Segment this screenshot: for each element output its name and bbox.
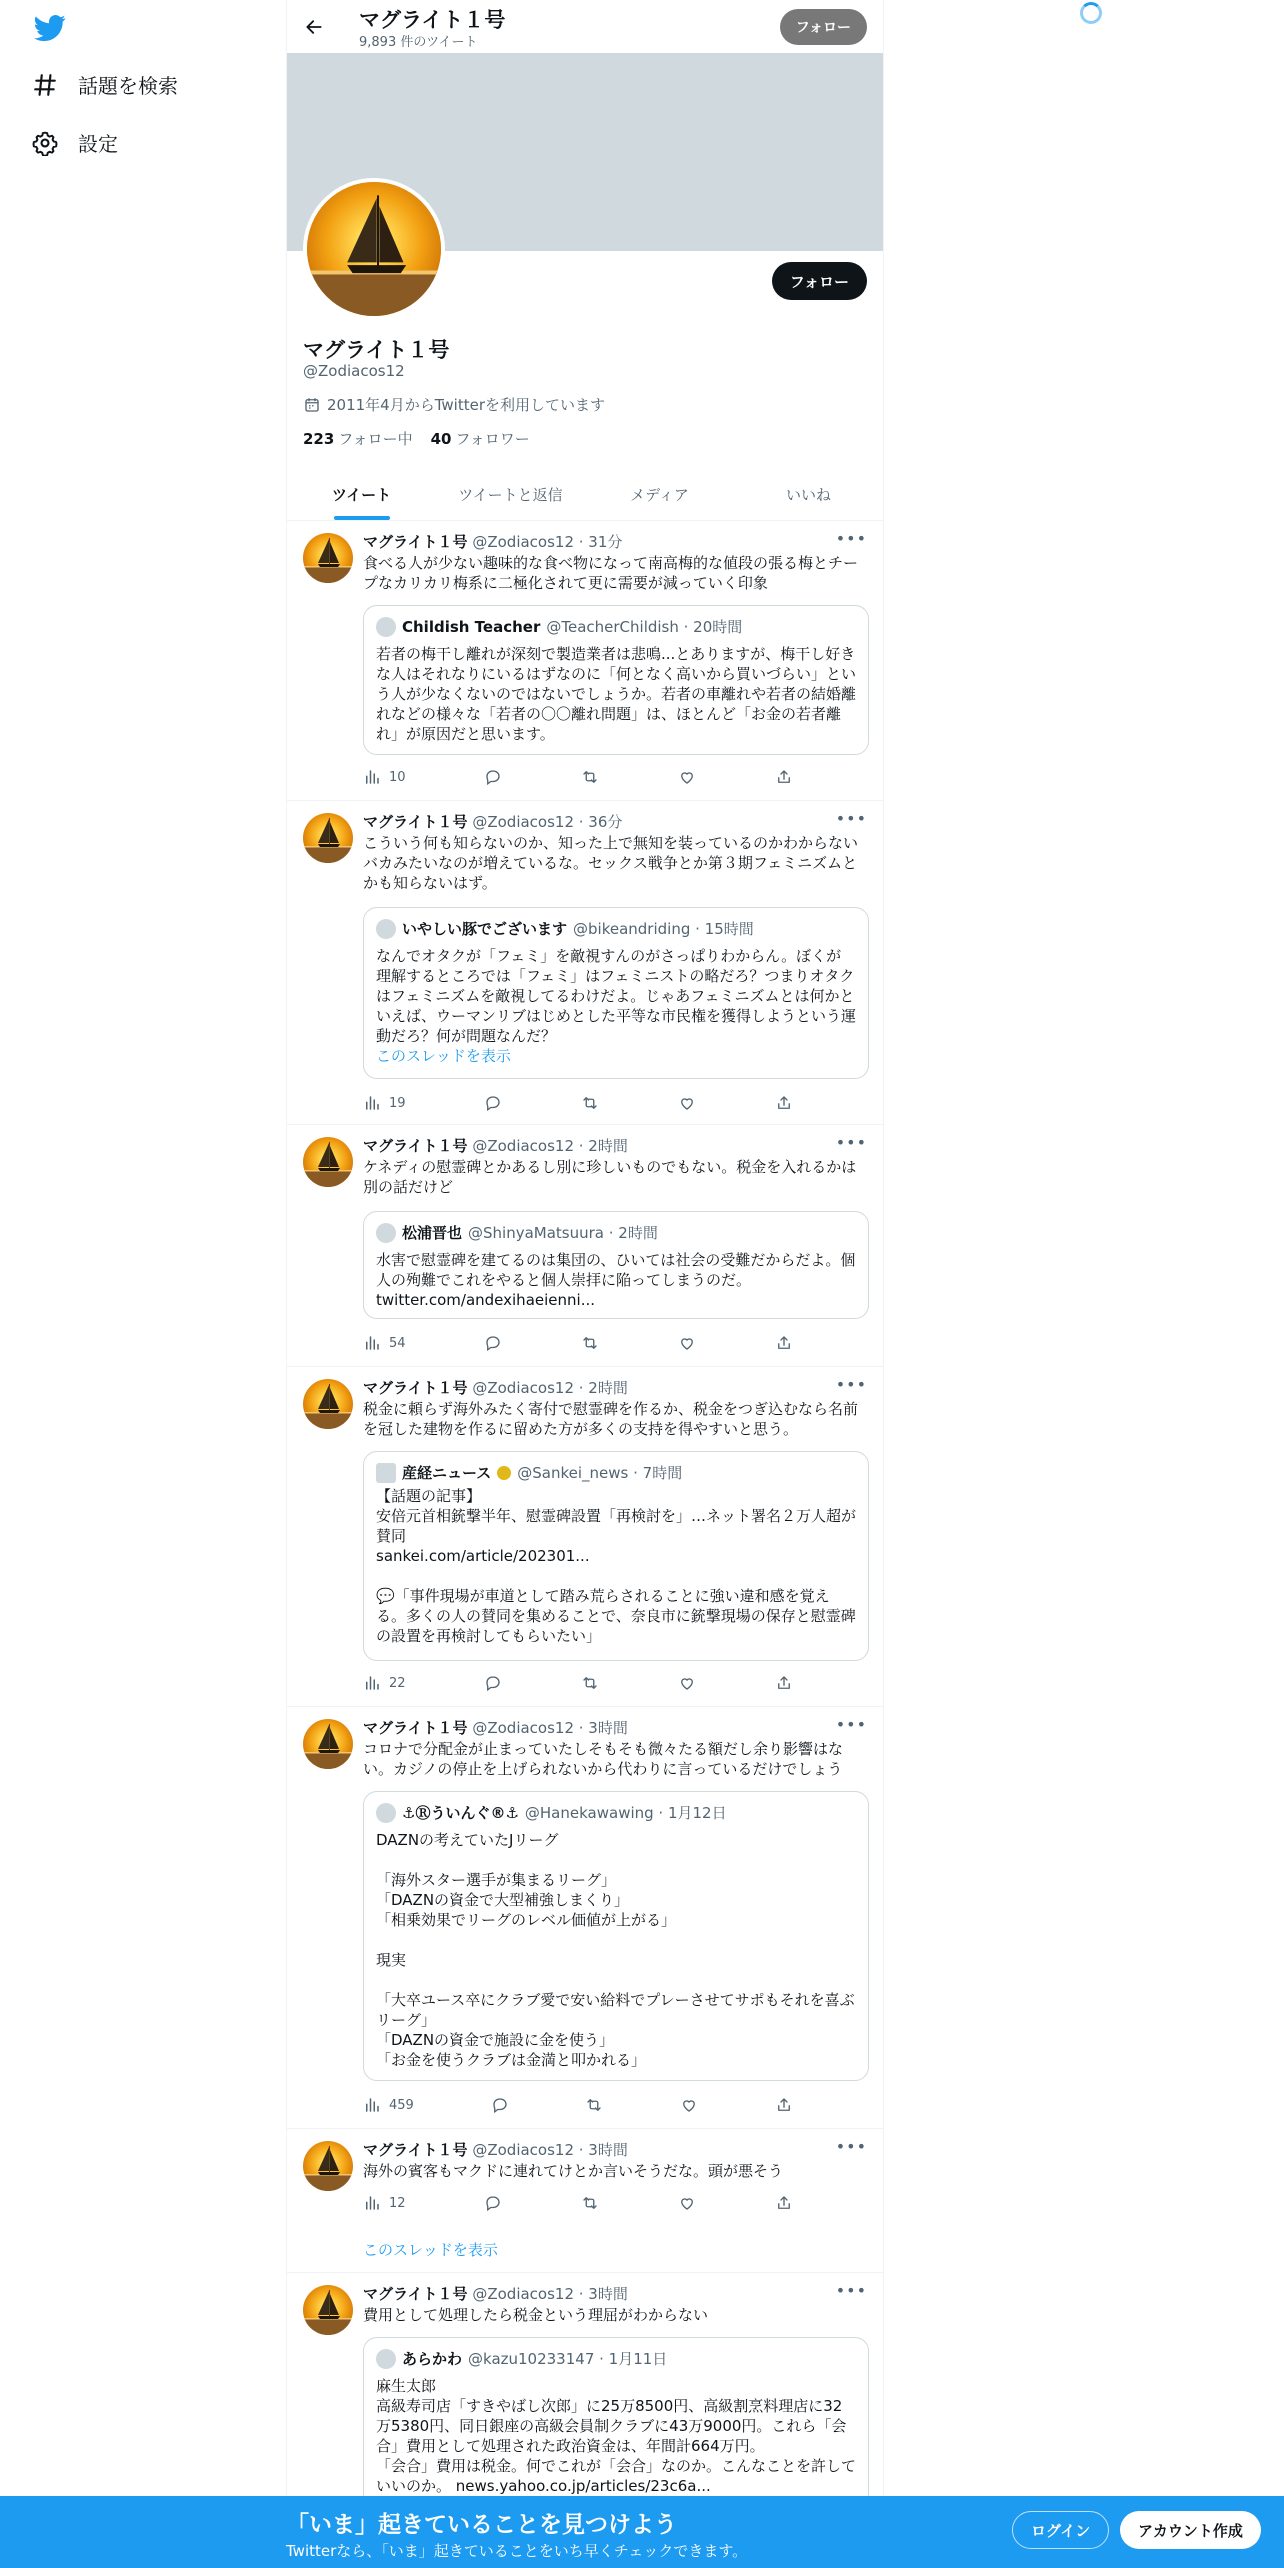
tweet-actions xyxy=(363,767,793,787)
header-profile-name: マグライト１号 xyxy=(359,8,506,32)
tweet-handle-time[interactable]: @Zodiacos12 · 3時間 xyxy=(472,2141,628,2159)
views-button[interactable] xyxy=(363,767,406,787)
tweet-header xyxy=(363,2283,628,2304)
more-icon[interactable]: ••• xyxy=(835,2137,867,2156)
more-icon[interactable]: ••• xyxy=(835,529,867,548)
retweet-button[interactable] xyxy=(581,1333,599,1353)
tweet-header xyxy=(363,531,622,552)
quote-author-name: Childish Teacher xyxy=(402,617,541,636)
tweet-text: 海外の賓客もマクドに連れてけとか言いそうだな。頭が悪そう xyxy=(363,2162,784,2180)
gear-icon xyxy=(32,130,58,156)
following-link[interactable] xyxy=(303,428,413,449)
sidebar-item-settings[interactable] xyxy=(32,128,118,157)
back-button[interactable] xyxy=(299,12,329,42)
tweet-author-name[interactable]: マグライト１号 xyxy=(363,2285,468,2303)
tweet-author-name[interactable]: マグライト１号 xyxy=(363,1719,468,1737)
views-icon xyxy=(363,1094,381,1112)
retweet-button[interactable] xyxy=(581,1673,599,1693)
heart-icon xyxy=(678,2194,696,2212)
quote-author-name: いやしい豚でございます xyxy=(402,920,568,938)
tweet-handle-time[interactable]: @Zodiacos12 · 36分 xyxy=(472,813,623,831)
reply-button[interactable] xyxy=(491,2095,509,2115)
tweet[interactable] xyxy=(287,2129,883,2273)
like-button[interactable] xyxy=(678,2193,696,2213)
profile-avatar[interactable] xyxy=(303,178,445,320)
more-icon[interactable]: ••• xyxy=(835,809,867,828)
tweet-handle-time[interactable]: @Zodiacos12 · 2時間 xyxy=(472,1137,628,1155)
retweet-icon xyxy=(581,2194,599,2212)
tweet-avatar[interactable] xyxy=(303,1719,353,1769)
views-button[interactable] xyxy=(363,2193,406,2213)
followers-count: 40 xyxy=(430,430,452,448)
share-icon xyxy=(775,2194,793,2212)
header-follow-button[interactable]: フォロー xyxy=(780,9,867,45)
reply-icon xyxy=(484,1334,502,1352)
show-thread-link[interactable]: このスレッドを表示 xyxy=(376,1047,511,1065)
retweet-button[interactable] xyxy=(581,2193,599,2213)
tweet-avatar[interactable] xyxy=(303,2285,353,2335)
views-button[interactable] xyxy=(363,2095,414,2115)
tab-likes[interactable]: いいね xyxy=(785,485,831,504)
profile-header-bar xyxy=(287,0,883,53)
tweet[interactable] xyxy=(287,801,883,1125)
quote-text: 若者の梅干し離れが深刻で製造業者は悲鳴...とありますが、梅干し好きな人はそれなりにいるはずなのに「何となく高いから買いづらい」という人が少なくないのではないでしょうか。若者の車離れや若者の結婚離れなどの様々な「若者の〇〇離れ問題」は、ほとんど「お金の若者離れ」が原因だと思います。 xyxy=(376,645,857,743)
reply-icon xyxy=(484,768,502,786)
share-button[interactable] xyxy=(775,1673,793,1693)
loading-spinner-icon xyxy=(1080,2,1102,24)
tweet-actions xyxy=(363,1333,793,1353)
retweet-icon xyxy=(581,1094,599,1112)
share-icon xyxy=(775,1094,793,1112)
tweet-avatar[interactable] xyxy=(303,533,353,583)
signup-banner xyxy=(0,2496,1284,2568)
share-icon xyxy=(775,1334,793,1352)
header-tweet-count: 9,893 件のツイート xyxy=(359,35,478,50)
signup-button[interactable]: アカウント作成 xyxy=(1120,2511,1261,2549)
retweet-icon xyxy=(581,768,599,786)
views-icon xyxy=(363,1334,381,1352)
quote-handle-time: @ShinyaMatsuura · 2時間 xyxy=(468,1224,658,1242)
views-button[interactable] xyxy=(363,1333,406,1353)
views-button[interactable] xyxy=(363,1673,406,1693)
calendar-icon xyxy=(303,396,321,414)
verified-badge-icon xyxy=(497,1466,511,1480)
quote-tweet[interactable] xyxy=(363,1451,869,1661)
quote-text: なんでオタクが「フェミ」を敵視すんのがさっぱりわからん。ぼくが理解するところでは「フェミ」はフェミニストの略だろ？つまりオタクはフェミニズムを敵視してるわけだよ。じゃあフェミニズムとは何かといえば、ウーマンリブはじめとした平等な市民権を獲得しようという運動だろ？何が問題なんだ？ xyxy=(376,947,857,1045)
more-icon[interactable]: ••• xyxy=(835,2281,867,2300)
tab-media[interactable]: メディア xyxy=(630,485,689,504)
tweet-avatar[interactable] xyxy=(303,2141,353,2191)
views-icon xyxy=(363,768,381,786)
tweet-author-name[interactable]: マグライト１号 xyxy=(363,533,468,551)
sidebar xyxy=(0,0,286,2568)
quote-tweet[interactable] xyxy=(363,1211,869,1319)
login-button[interactable]: ログイン xyxy=(1012,2511,1109,2549)
views-count: 459 xyxy=(389,2097,414,2113)
tweet-text: コロナで分配金が止まっていたしそもそも微々たる額だし余り影響はない。カジノの停止を上げられないから代わりに言っているだけでしょう xyxy=(363,1740,844,1778)
views-count: 19 xyxy=(389,1095,406,1111)
views-count: 12 xyxy=(389,2195,406,2211)
tweet-header xyxy=(363,1135,628,1156)
tweet-header xyxy=(363,1717,628,1738)
quote-handle-time: @bikeandriding · 15時間 xyxy=(573,920,754,938)
reply-button[interactable] xyxy=(484,1333,502,1353)
signup-banner-subtitle: Twitterなら、「いま」起きていることをいち早くチェックできます。 xyxy=(286,2542,748,2560)
tweet-handle-time[interactable]: @Zodiacos12 · 3時間 xyxy=(472,2285,628,2303)
hashtag-icon xyxy=(32,72,58,98)
like-button[interactable] xyxy=(678,767,696,787)
reply-icon xyxy=(484,1674,502,1692)
views-count: 10 xyxy=(389,769,406,785)
views-icon xyxy=(363,2194,381,2212)
retweet-button[interactable] xyxy=(581,767,599,787)
reply-button[interactable] xyxy=(484,767,502,787)
tab-tweets[interactable]: ツイート xyxy=(287,468,436,520)
tweet[interactable] xyxy=(287,1125,883,1367)
tweet-author-name[interactable]: マグライト１号 xyxy=(363,1379,468,1397)
quote-avatar xyxy=(376,2349,396,2369)
views-button[interactable] xyxy=(363,1093,406,1113)
quote-avatar xyxy=(376,1463,396,1483)
tweet-actions xyxy=(363,1673,793,1693)
reply-button[interactable] xyxy=(484,1673,502,1693)
quote-text: 麻生太郎 高級寿司店「すきやばし次郎」に25万8500円、高級割烹料理店に32万5380円、同日銀座の高級会員制クラブに43万9000円。これら「会合」費用として処理された政治資金は、年間計664万円。 「会合」費用は税金。何でこれが「会合」なのか。こんなことを許していいのか。 news.yahoo.co.jp/articles/23c6a... xyxy=(376,2377,857,2495)
tweet-avatar[interactable] xyxy=(303,813,353,863)
sidebar-item-explore[interactable] xyxy=(32,70,178,99)
quote-text: 【話題の記事】 安倍元首相銃撃半年、慰霊碑設置「再検討を」…ネット署名２万人超が賛同 sankei.com/article/202301... 💬「事件現場が車道として踏み荒らされることに強い違和感を覚える。多くの人の賛同を集めることで、奈良市に銃撃現場の保存と慰霊碑の設置を再検討してもらいたい」 xyxy=(376,1487,857,1645)
quote-avatar xyxy=(376,617,396,637)
share-button[interactable] xyxy=(775,1333,793,1353)
share-icon xyxy=(775,1674,793,1692)
quote-tweet[interactable] xyxy=(363,605,869,755)
tweet-text: 食べる人が少ない趣味的な食べ物になって南高梅的な値段の張る梅とチープなカリカリ梅系に二極化されて更に需要が減っていく印象 xyxy=(363,554,859,592)
profile-name: マグライト１号 xyxy=(303,338,450,362)
tweet-author-name[interactable]: マグライト１号 xyxy=(363,1137,468,1155)
tweet-handle-time[interactable]: @Zodiacos12 · 3時間 xyxy=(472,1719,628,1737)
followers-link[interactable] xyxy=(431,428,530,449)
tweet-handle-time[interactable]: @Zodiacos12 · 2時間 xyxy=(472,1379,628,1397)
views-count: 22 xyxy=(389,1675,406,1691)
main-column xyxy=(286,0,884,2568)
reply-button[interactable] xyxy=(484,1093,502,1113)
tweet-author-name[interactable]: マグライト１号 xyxy=(363,813,468,831)
tweet-header xyxy=(363,1377,628,1398)
quote-text: DAZNの考えていたJリーグ 「海外スター選手が集まるリーグ」 「DAZNの資金で大型補強しまくり」 「相乗効果でリーグのレベル価値が上がる」 現実 「大卒ユース卒にクラブ愛で安い給料でプレーさせてサポもそれを喜ぶリーグ」 「DAZNの資金で施設に金を使う」 「お金を使うクラブは金満と叩かれる」 xyxy=(376,1831,855,2069)
like-button[interactable] xyxy=(678,1093,696,1113)
share-icon xyxy=(775,768,793,786)
share-button[interactable] xyxy=(775,1093,793,1113)
tweet-actions xyxy=(363,1093,793,1113)
quote-handle-time: @TeacherChildish · 20時間 xyxy=(546,618,743,636)
retweet-icon xyxy=(581,1674,599,1692)
tweet-text: 税金に頼らず海外みたく寄付で慰霊碑を作るか、税金をつぎ込むなら名前を冠した建物を作るに留めた方が多くの支持を得やすいと思う。 xyxy=(363,1400,859,1438)
signup-banner-title: 「いま」起きていることを見つけよう xyxy=(286,2512,677,2538)
quote-author-name: 産経ニュース xyxy=(402,1464,492,1482)
quote-avatar xyxy=(376,1223,396,1243)
tweet-text: こういう何も知らないのか、知った上で無知を装っているのかわからないバカみたいなのが増えているな。セックス戦争とか第３期フェミニズムとかも知らないはず。 xyxy=(363,834,859,892)
joined-text: 2011年4月からTwitterを利用しています xyxy=(327,396,605,414)
retweet-button[interactable] xyxy=(581,1093,599,1113)
following-label: フォロー中 xyxy=(338,430,413,448)
tweet-header xyxy=(363,811,622,832)
quote-text: 水害で慰霊碑を建てるのは集団の、ひいては社会の受難だからだよ。個人の殉難でこれをやると個人崇拝に陥ってしまうのだ。 twitter.com/andexihaeienni... xyxy=(376,1251,856,1309)
like-button[interactable] xyxy=(678,1673,696,1693)
quote-author-name: ⚓Ⓡういんぐ®⚓ xyxy=(402,1804,519,1822)
reply-icon xyxy=(484,1094,502,1112)
reply-button[interactable] xyxy=(484,2193,502,2213)
tweet-text: ケネディの慰霊碑とかあるし別に珍しいものでもない。税金を入れるかは別の話だけど xyxy=(363,1158,857,1196)
sidebar-item-label: 話題を検索 xyxy=(78,74,178,98)
reply-icon xyxy=(484,2194,502,2212)
share-button[interactable] xyxy=(775,2193,793,2213)
more-icon[interactable]: ••• xyxy=(835,1133,867,1152)
like-button[interactable] xyxy=(680,2095,698,2115)
reply-icon xyxy=(491,2096,509,2114)
quote-handle-time: @Sankei_news · 7時間 xyxy=(517,1464,683,1482)
retweet-icon xyxy=(581,1334,599,1352)
tab-tweets-and-replies[interactable]: ツイートと返信 xyxy=(458,485,563,504)
quote-tweet[interactable] xyxy=(363,1791,869,2081)
sidebar-item-label: 設定 xyxy=(78,132,118,156)
more-icon[interactable]: ••• xyxy=(835,1715,867,1734)
share-button[interactable] xyxy=(775,2095,793,2115)
profile-joined xyxy=(303,394,605,415)
quote-avatar xyxy=(376,919,396,939)
arrow-left-icon xyxy=(304,17,324,37)
quote-handle-time: @kazu10233147 · 1月11日 xyxy=(468,2350,668,2368)
follow-button[interactable]: フォロー xyxy=(772,262,867,300)
tweet[interactable] xyxy=(287,1367,883,1707)
share-button[interactable] xyxy=(775,767,793,787)
tweet[interactable] xyxy=(287,1707,883,2129)
tweet-handle-time[interactable]: @Zodiacos12 · 31分 xyxy=(472,533,623,551)
heart-icon xyxy=(678,1094,696,1112)
tweet-avatar[interactable] xyxy=(303,1379,353,1429)
retweet-icon xyxy=(585,2096,603,2114)
show-thread-link[interactable]: このスレッドを表示 xyxy=(363,2241,498,2259)
views-icon xyxy=(363,1674,381,1692)
tweet-actions xyxy=(363,2095,793,2115)
tweet-actions xyxy=(363,2193,793,2213)
views-icon xyxy=(363,2096,381,2114)
tweet-header xyxy=(363,2139,628,2160)
profile-stats xyxy=(303,428,530,449)
like-button[interactable] xyxy=(678,1333,696,1353)
retweet-button[interactable] xyxy=(585,2095,603,2115)
twitter-logo-icon[interactable] xyxy=(34,12,66,44)
tweet-text: 費用として処理したら税金という理屈がわからない xyxy=(363,2306,709,2324)
quote-tweet[interactable] xyxy=(363,907,869,1079)
tweet-avatar[interactable] xyxy=(303,1137,353,1187)
following-count: 223 xyxy=(303,430,335,448)
heart-icon xyxy=(678,1334,696,1352)
tweet[interactable] xyxy=(287,521,883,801)
tweet-author-name[interactable]: マグライト１号 xyxy=(363,2141,468,2159)
views-count: 54 xyxy=(389,1335,406,1351)
quote-author-name: あらかわ xyxy=(402,2350,463,2368)
profile-tabs xyxy=(287,468,883,521)
heart-icon xyxy=(678,1674,696,1692)
profile-handle: @Zodiacos12 xyxy=(303,362,405,380)
share-icon xyxy=(775,2096,793,2114)
quote-author-name: 松浦晋也 xyxy=(402,1224,463,1242)
quote-avatar xyxy=(376,1803,396,1823)
followers-label: フォロワー xyxy=(455,430,530,448)
quote-handle-time: @Hanekawawing · 1月12日 xyxy=(524,1804,727,1822)
heart-icon xyxy=(678,768,696,786)
heart-icon xyxy=(680,2096,698,2114)
more-icon[interactable]: ••• xyxy=(835,1375,867,1394)
